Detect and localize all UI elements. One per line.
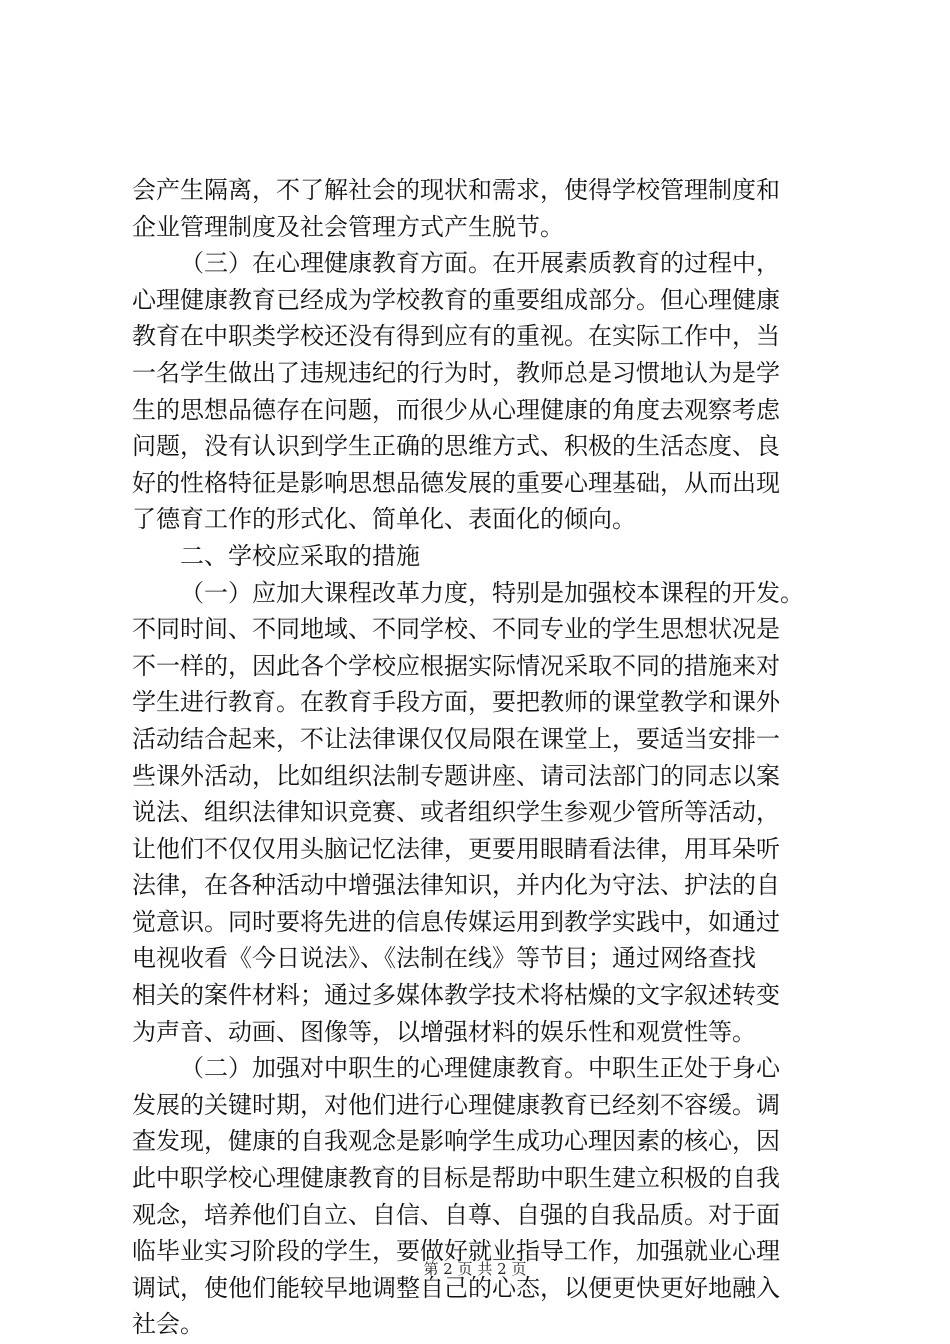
text-line: 观念，培养他们自立、自信、自尊、自强的自我品质。对于面 [132, 1200, 780, 1229]
text-line: 为声音、动画、图像等，以增强材料的娱乐性和观赏性等。 [132, 1017, 756, 1046]
text-line: 二、学校应采取的措施 [180, 541, 420, 570]
text-line: 查发现，健康的自我观念是影响学生成功心理因素的核心，因 [132, 1127, 780, 1156]
text-line: 临毕业实习阶段的学生，要做好就业指导工作，加强就业心理 [132, 1237, 780, 1266]
text-line: 教育在中职类学校还没有得到应有的重视。在实际工作中，当 [132, 322, 780, 351]
text-line: 让他们不仅仅用头脑记忆法律，更要用眼睛看法律，用耳朵听 [132, 834, 780, 863]
text-line: （一）应加大课程改革力度，特别是加强校本课程的开发。 [180, 578, 804, 607]
document-body [132, 172, 837, 1343]
text-line: （二）加强对中职生的心理健康教育。中职生正处于身心 [180, 1054, 780, 1083]
text-line: （三）在心理健康教育方面。在开展素质教育的过程中， [180, 249, 780, 278]
text-line: 不一样的，因此各个学校应根据实际情况采取不同的措施来对 [132, 651, 780, 680]
text-line: 觉意识。同时要将先进的信息传媒运用到教学实践中，如通过 [132, 907, 780, 936]
text-line: 相关的案件材料；通过多媒体教学技术将枯燥的文字叙述转变 [132, 981, 780, 1010]
text-line: 法律，在各种活动中增强法律知识，并内化为守法、护法的自 [132, 871, 780, 900]
text-line: 活动结合起来，不让法律课仅仅局限在课堂上，要适当安排一 [132, 724, 780, 753]
text-line: 学生进行教育。在教育手段方面，要把教师的课堂教学和课外 [132, 688, 780, 717]
text-line: 不同时间、不同地域、不同学校、不同专业的学生思想状况是 [132, 615, 780, 644]
text-line: 说法、组织法律知识竞赛、或者组织学生参观少管所等活动， [132, 798, 780, 827]
text-line: 了德育工作的形式化、简单化、表面化的倾向。 [132, 505, 636, 534]
text-line: 问题，没有认识到学生正确的思维方式、积极的生活态度、良 [132, 432, 780, 461]
text-line: 好的性格特征是影响思想品德发展的重要心理基础，从而出现 [132, 468, 780, 497]
text-line: 会产生隔离，不了解社会的现状和需求，使得学校管理制度和 [132, 176, 780, 204]
text-line: 生的思想品德存在问题，而很少从心理健康的角度去观察考虑 [132, 395, 780, 424]
text-line: 一名学生做出了违规违纪的行为时，教师总是习惯地认为是学 [132, 358, 780, 387]
text-line: 心理健康教育已经成为学校教育的重要组成部分。但心理健康 [132, 285, 780, 314]
text-line: 些课外活动，比如组织法制专题讲座、请司法部门的同志以案 [132, 761, 780, 790]
text-line: 电视收看《今日说法》、《法制在线》等节目；通过网络查找 [132, 944, 756, 973]
text-line: 企业管理制度及社会管理方式产生脱节。 [132, 212, 564, 241]
text-line: 调试，使他们能较早地调整自己的心态，以便更快更好地融入 [132, 1273, 780, 1302]
page-footer: 第 2 页 共 2 页 [423, 1260, 527, 1278]
text-line: 社会。 [132, 1310, 204, 1339]
text-line: 此中职学校心理健康教育的目标是帮助中职生建立积极的自我 [132, 1164, 780, 1193]
text-line: 发展的关键时期，对他们进行心理健康教育已经刻不容缓。调 [132, 1090, 780, 1119]
